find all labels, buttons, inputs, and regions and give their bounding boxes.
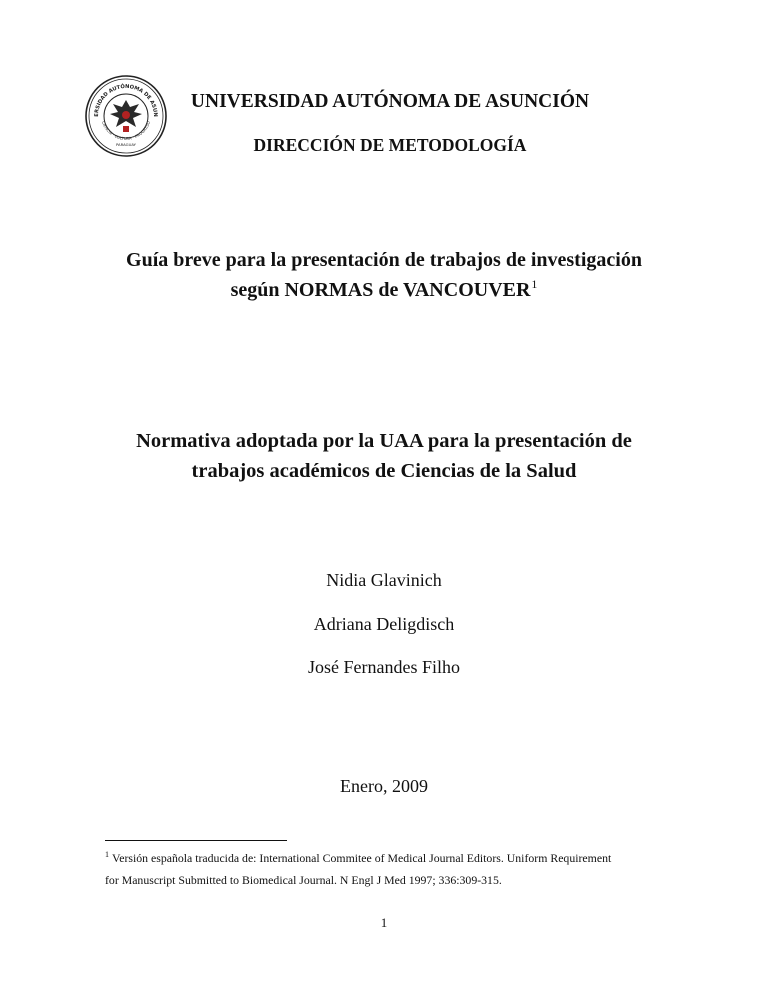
author-name: Nidia Glavinich — [326, 570, 442, 590]
author-name: Adriana Deligdisch — [313, 614, 455, 634]
university-seal-logo — [84, 74, 168, 158]
footnote-line-2: for Manuscript Submitted to Biomedical Journal. N Engl J Med 1997; 336:309-315. — [105, 873, 502, 887]
footnote-reference[interactable]: 1 — [531, 277, 538, 291]
guide-title — [0, 245, 768, 307]
university-name: UNIVERSIDAD AUTÓNOMA DE ASUNCIÓN — [190, 91, 590, 112]
normative-title-line-1: Normativa adoptada por la UAA para la presentación de — [136, 430, 632, 452]
svg-text:CIENCIA · CULTURA · PROGRESO: CIENCIA · CULTURA · PROGRESO — [100, 120, 152, 142]
svg-text:UNIVERSIDAD AUTÓNOMA DE ASUNCI: ERSIDAD AUTÓNOMA DE ASUN — [93, 83, 159, 117]
guide-title-line-1: Guía breve para la presentación de trabajos de investigación — [126, 249, 642, 271]
guide-title-line-2-text: según NORMAS de VANCOUVER — [230, 279, 531, 301]
footnote-divider — [105, 840, 287, 841]
page-number: 1 — [380, 915, 388, 930]
svg-text:PARAGUAY: PARAGUAY — [115, 142, 137, 147]
footnote-line-1 — [105, 848, 705, 870]
author-name: José Fernandes Filho — [308, 657, 460, 677]
normative-title-line-2: trabajos académicos de Ciencias de la Salud — [191, 460, 577, 482]
department-name: DIRECCIÓN DE METODOLOGÍA — [253, 135, 527, 155]
footnote-mark: 1 — [105, 850, 109, 859]
guide-title-line-2 — [0, 275, 768, 307]
footnote-line-1-text: Versión española traducida de: International Commitee of Medical Journal Editors. Uniform Requirement — [112, 851, 612, 865]
footnote — [105, 848, 705, 890]
normative-title — [0, 426, 768, 486]
publication-date: Enero, 2009 — [340, 776, 428, 796]
